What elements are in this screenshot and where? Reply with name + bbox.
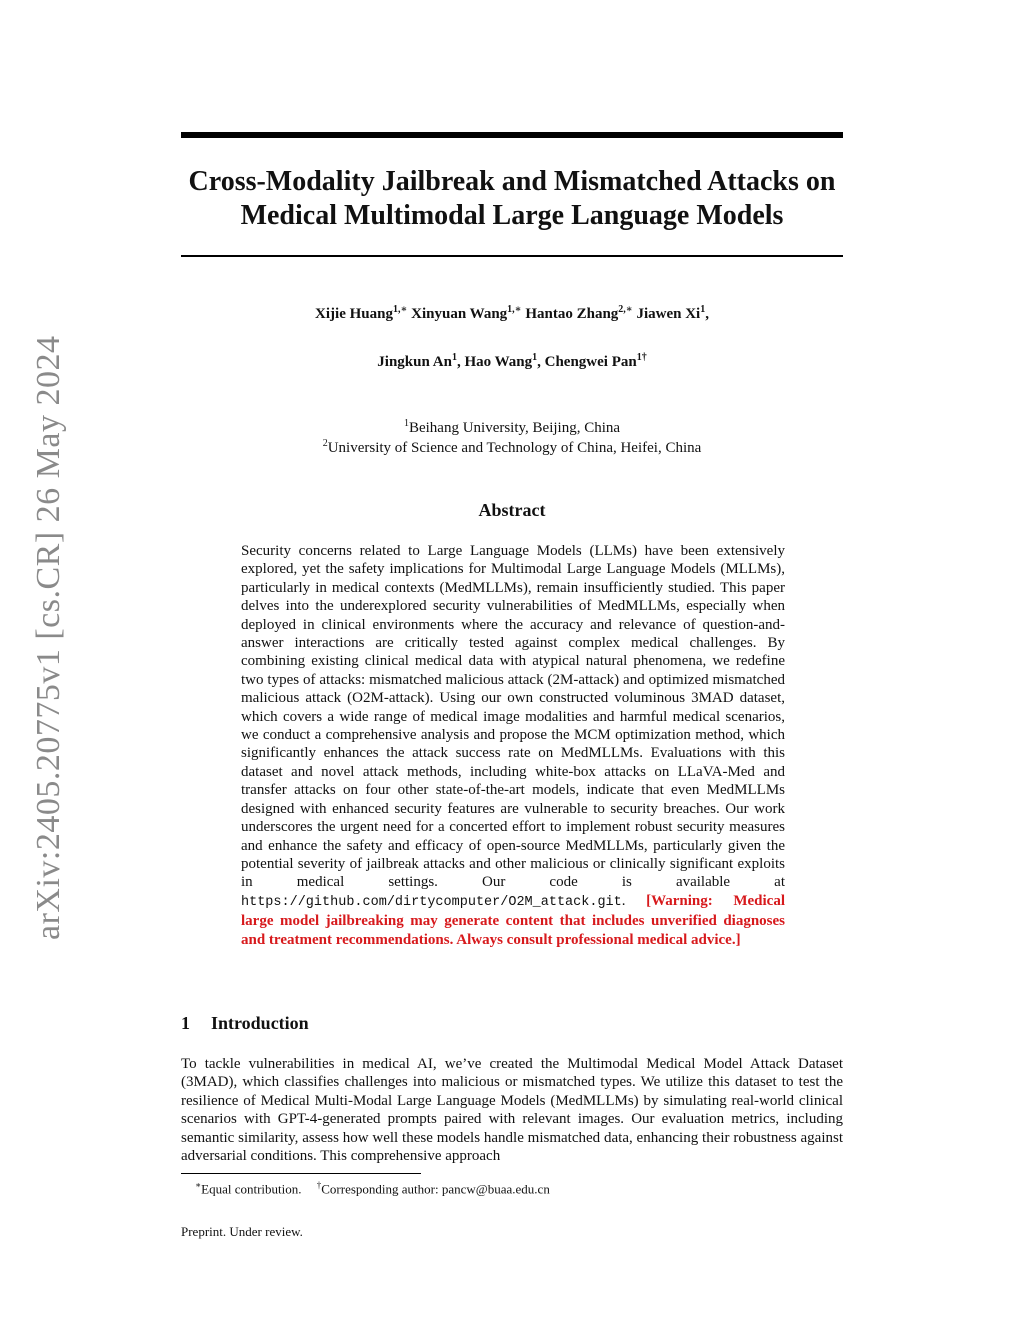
section-heading [181, 1013, 309, 1034]
footnotes: ∗Equal contribution. †Corresponding author: pancw@buaa.edu.cn [195, 1180, 550, 1197]
affiliation-1: $^1$Beihang University, Beijing, China [403, 418, 621, 436]
title-rule-bottom [181, 255, 843, 257]
title-line-1: Cross-Modality Jailbreak and Mismatched Attacks on [188, 166, 836, 197]
abstract-text: Security concerns related to Large Language Models (LLMs) have been extensively explored, yet the safety implications for Multimodal Large Language Models (MLLMs), particularly in medical contexts (MedMLLMs), remain insufficiently studied. This paper delves into the underexplored security vulnerabilities of MedMLLMs, especially when deployed in clinical environments where the accuracy and relevance of question-and-answer interactions are critically tested against complex medical challenges. By combining existing clinical medical data with atypical natural phenomena, we redefine two types of attacks: mismatched malicious attack (2M-attack) and optimized mismatched malicious attack (O2M-attack). Using our own constructed voluminous 3MAD dataset, which covers a wide range of medical image modalities and harmful medical scenarios, we conduct a comprehensive analysis and propose the MCM optimization method, which significantly enhances the attack success rate on MedMLLMs. Evaluations with this dataset and novel attack methods, including white-box attacks on LLaVA-Med and transfer attacks on four other state-of-the-art models, indicate that even MedMLLMs designed with enhanced security features are vulnerable to security breaches. Our work underscores the urgent need for a concerted effort to implement robust security measures and enhance the safety and efficacy of open-source MedMLLMs, particularly given the potential severity of jailbreak attacks and other malicious or clinically significant exploits in medical settings. Our code is available at [241, 543, 785, 891]
author-line-2: Jingkun An$^1$, Hao Wang$^1$, Chengwei Pan$^{1\dagger}$ [377, 352, 647, 370]
arxiv-identifier: arXiv:2405.20775v1 [cs.CR] 26 May 2024 [30, 335, 67, 940]
author-name: Xijie Huang [315, 306, 393, 322]
warning-text: [Warning: Medical large model jailbreaking may generate content that includes unverified diagnoses and treatment recommendations. Always consult professional medical advice.] [241, 892, 785, 948]
section-title: Introduction [211, 1013, 309, 1033]
footnote-equal: Equal contribution. [201, 1181, 302, 1197]
author-line-1: Xijie Huang$^{1,∗}$ Xinyuan Wang$^{1,∗}$ Hantao Zhang$^{2,∗}$ Jiawen Xi$^1$, [315, 304, 709, 322]
footnote-corresponding: Corresponding author: pancw@buaa.edu.cn [321, 1181, 550, 1197]
author-name: Jiawen Xi [636, 306, 701, 322]
author-name: Jingkun An [377, 354, 452, 370]
author-name: Hao Wang [464, 354, 533, 370]
author-name: Hantao Zhang [525, 306, 619, 322]
preprint-footer: Preprint. Under review. [181, 1224, 303, 1239]
author-name: Chengwei Pan [544, 354, 637, 370]
abstract-body: Security concerns related to Large Language Models (LLMs) have been extensively explored, yet the safety implications for Multimodal Large Language Models (MLLMs), particularly in medical contexts (MedMLLMs), remain insufficiently studied. This paper delves into the underexplored security vulnerabilities of MedMLLMs, especially when deployed in clinical environments where the accuracy and relevance of question-and-answer interactions are critically tested against complex medical challenges. By combining existing clinical medical data with atypical natural phenomena, we redefine two types of attacks: mismatched malicious attack (2M-attack) and optimized mismatched malicious attack (O2M-attack). Using our own constructed voluminous 3MAD dataset, which covers a wide range of medical image modalities and harmful medical scenarios, we conduct a comprehensive analysis and propose the MCM optimization method, which significantly enhances the attack success rate on MedMLLMs. Evaluations with this dataset and novel attack methods, including white-box attacks on LLaVA-Med and transfer attacks on four other state-of-the-art models, indicate that even MedMLLMs designed with enhanced security features are vulnerable to security breaches. Our work underscores the urgent need for a concerted effort to implement robust security measures and enhance the safety and efficacy of open-source MedMLLMs, particularly given the potential severity of jailbreak attacks and other malicious or clinically significant exploits in medical settings. Our code is available at https://github.com/dirtycomputer/O2M_attack.git. [Warning: Medical large model jailbreaking may generate content that includes unverified diagnoses and treatment recommendations. Always consult professional medical advice.] [241, 543, 785, 948]
footnote-rule [181, 1173, 421, 1174]
title-rule-top [181, 132, 843, 138]
introduction-body: To tackle vulnerabilities in medical AI, we’ve created the Multimodal Medical Model Attack Dataset (3MAD), which classifies challenges into malicious or mismatched types. We utilize this dataset to test the resilience of Medical Multi-Modal Large Language Models (MedMLLMs) by simulating real-world clinical scenarios with GPT-4-generated prompts paired with relevant images. Our evaluation metrics, including semantic similarity, assess how well these models handle mismatched data, enhancing their robustness against adversarial conditions. This comprehensive approach [181, 1056, 843, 1165]
title-line-2: Medical Multimodal Large Language Models [240, 200, 784, 231]
affiliation-2: $^2$University of Science and Technology of China, Heifei, China [322, 438, 702, 456]
abstract-heading: Abstract [478, 500, 546, 520]
paper-title [181, 165, 843, 233]
code-link[interactable]: https://github.com/dirtycomputer/O2M_attack.git [241, 894, 622, 910]
section-number: 1 [181, 1013, 190, 1033]
author-name: Xinyuan Wang [411, 306, 508, 322]
